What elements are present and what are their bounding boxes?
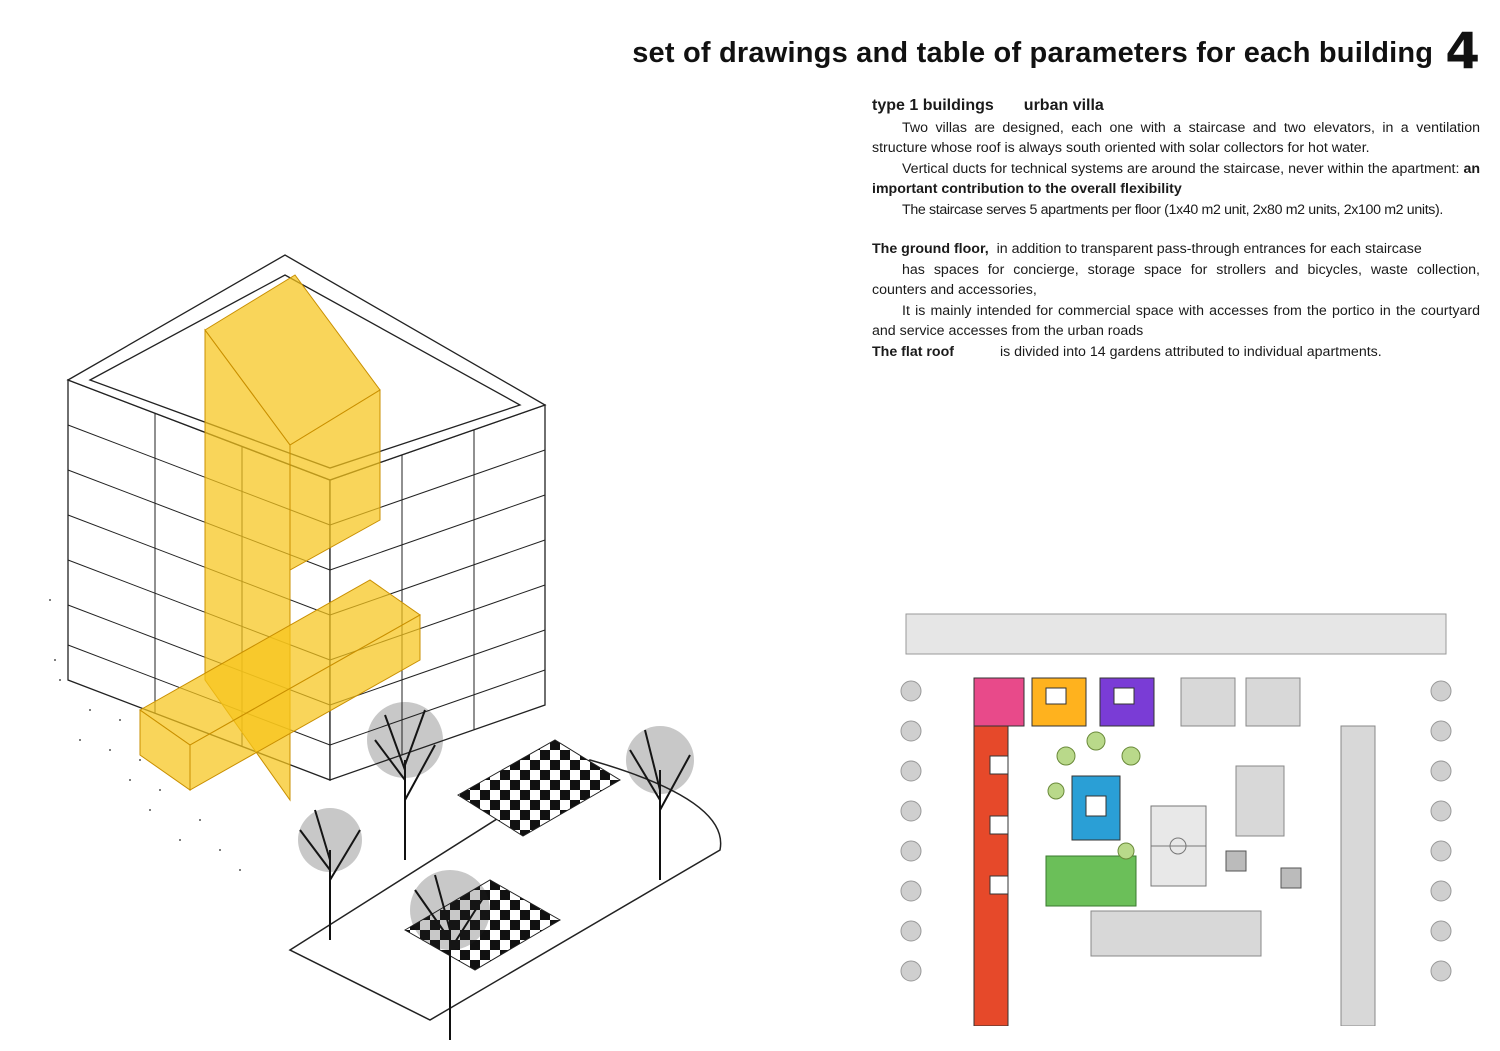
flat-roof-label: The flat roof [872,343,954,360]
section-heading [872,96,1480,117]
axonometric-building-icon [30,240,750,1040]
ground-floor-label: The ground floor, [872,241,989,257]
ground-floor-text-1: in addition to transparent pass-through entrances for each staircase [996,241,1422,257]
intro-paragraph-2 [872,159,1480,200]
heading-villa: urban villa [1023,97,1104,114]
intro-p2-text: Vertical ducts for technical systems are around the staircase, never within the apartment: [902,160,1460,177]
site-plan-icon [896,606,1456,1026]
flat-roof-text: is divided into 14 gardens attributed to individual apartments. [999,343,1382,360]
intro-p2-bold: an important contribution to the overall flexibility [872,160,1480,197]
ground-floor-paragraph [872,239,1480,260]
ground-floor-paragraph-2: has spaces for concierge, storage space for strollers and bicycles, waste collection, counters and accessories, [872,261,1480,298]
ground-floor-paragraph-3: It is mainly intended for commercial space with accesses from the portico in the courtyard and service accesses from the urban roads [872,302,1480,339]
page-title [560,22,1480,80]
garden [1046,856,1136,906]
title-text: set of drawings and table of parameters for each building [632,37,1434,69]
sheet-number: 4 [1445,22,1480,80]
street-band [906,614,1446,654]
description-block [872,96,1480,362]
intro-paragraph-3: The staircase serves 5 apartments per floor (1x40 m2 unit, 2x80 m2 units, 2x100 m2 units). [902,201,1443,218]
heading-type: type 1 buildings [872,97,994,114]
intro-paragraph-1: Two villas are designed, each one with a staircase and two elevators, in a ventilation structure whose roof is always south oriented with solar collectors for hot water. [872,119,1480,156]
flat-roof-paragraph [872,342,1480,363]
